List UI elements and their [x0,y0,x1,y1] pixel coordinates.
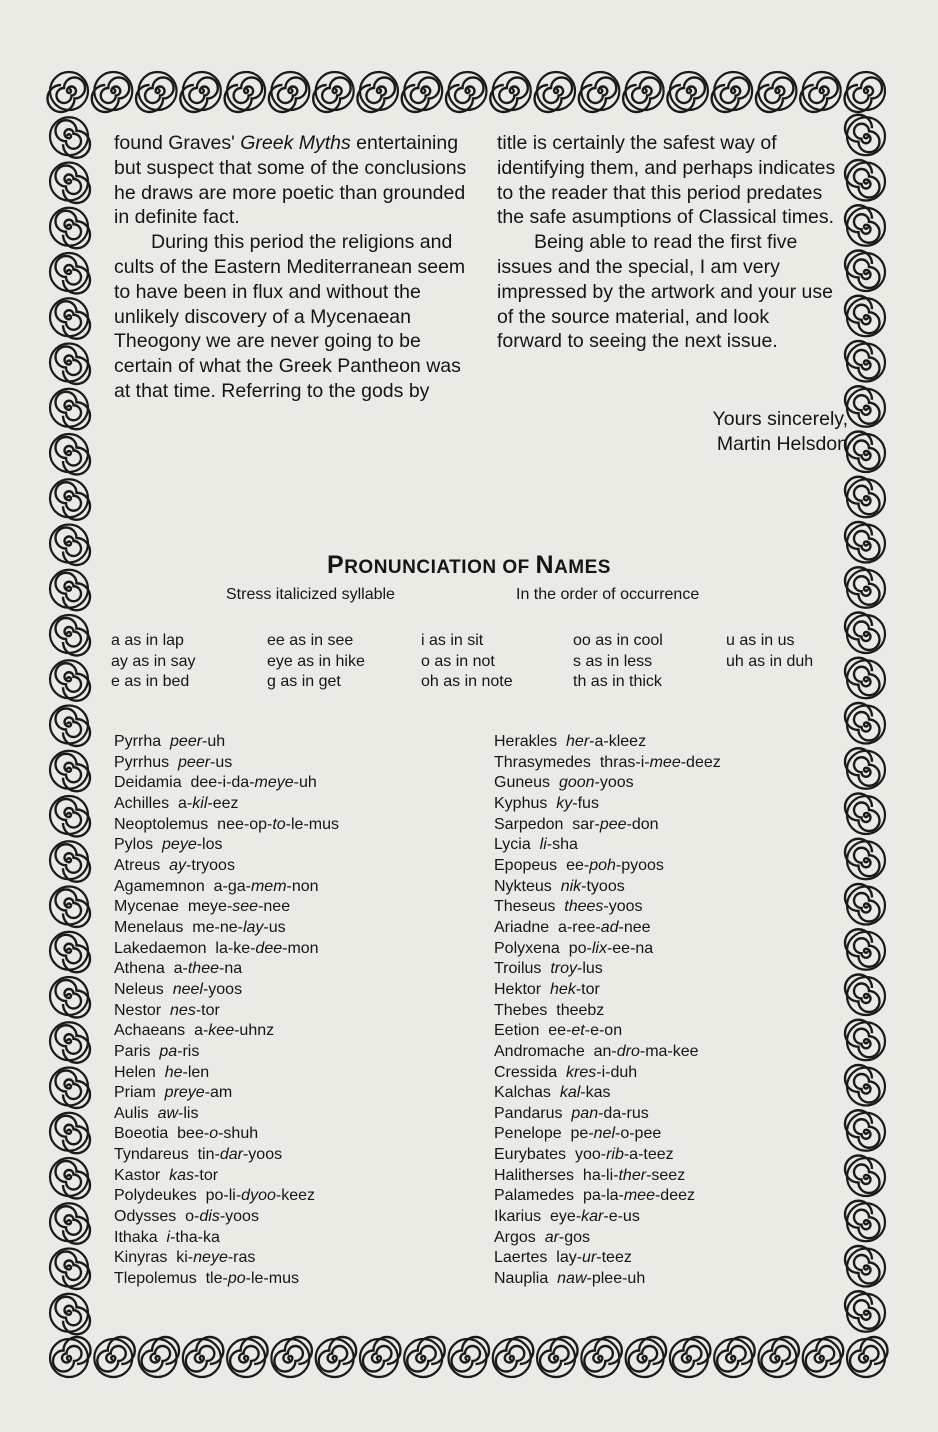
name-entry [114,877,339,898]
name: Sarpedon [494,815,573,833]
key-entry: i as in sit [421,632,484,649]
name-entry [494,1001,721,1022]
name-entry [114,1042,339,1063]
name-entry [114,753,339,774]
name-entry [114,918,339,939]
name: Priam [114,1084,165,1102]
key-entry: ee as in see [267,632,354,649]
name: Pyrrhus [114,753,179,771]
pronunciation: goon-yoos [558,774,634,792]
name: Polyxena [494,939,569,957]
name: Andromache [494,1042,594,1060]
name-entry [114,1145,339,1166]
pronunciation: ha-li-ther-seez [582,1166,686,1184]
pronunciation: theebz [556,1001,605,1019]
key-entry: uh as in duh [726,652,814,670]
name-entry [494,939,721,960]
pronunciation: po-lix-ee-na [568,939,654,957]
name: Neoptolemus [114,815,218,833]
name-entry [494,856,721,877]
name-entry [114,732,339,753]
name: Agamemnon [114,877,214,895]
name: Thebes [494,1001,557,1019]
name-entry [114,856,339,877]
subtitle-stress: Stress italicized syllable [226,586,395,603]
name-entry [114,939,339,960]
names-list-right [494,732,721,1290]
left-paragraph: found Graves' Greek Myths entertaining but suspect that some of the conclusions he draws are more poetic than grounded in definite fact. [114,132,467,229]
name-entry [114,1104,339,1125]
pronunciation: ar-gos [544,1228,591,1246]
pronunciation: an-dro-ma-kee [593,1042,699,1060]
name-entry [494,918,721,939]
key-column [573,631,663,693]
pronunciation: ky-fus [556,794,599,812]
letter-signoff [560,407,848,457]
name: Herakles [494,733,567,750]
name-entry [114,1248,339,1269]
pronunciation: ki-neye-ras [176,1249,256,1267]
pronunciation: lay-ur-teez [556,1249,632,1267]
pronunciation: tin-dar-yoos [197,1146,283,1164]
name-entry [494,835,721,856]
name-entry [114,835,339,856]
name: Kinyras [114,1249,177,1267]
name-entry [114,1166,339,1187]
pronunciation: thees-yoos [564,898,643,916]
pronunciation: a-kee-uhnz [194,1022,275,1040]
name-entry [494,897,721,918]
name-entry [494,959,721,980]
pronunciation: pa-ris [159,1042,200,1060]
name: Kastor [114,1166,170,1184]
name-entry [114,1207,339,1228]
pronunciation: ay-tryoos [169,856,235,874]
name: Penelope [494,1125,571,1143]
name-entry [494,1248,721,1269]
name: Troilus [494,960,551,978]
name: Helen [114,1063,165,1081]
name-entry [494,1207,721,1228]
pronunciation: tle-po-le-mus [205,1270,299,1288]
pronunciation: po-li-dyoo-keez [205,1187,315,1205]
key-entry: a as in lap [111,632,184,649]
signature: Martin Helsdon [716,432,848,455]
name: Theseus [494,898,565,916]
right-paragraph: Being able to read the first five issues and the special, I am very impressed by the artwork and your use of the source material, and look forward to seeing the next issue. [497,231,833,353]
name-entry [494,1063,721,1084]
closing-text: Yours sincerely, [712,408,848,430]
key-entry: s as in less [573,652,653,670]
pronunciation: bee-o-shuh [177,1125,259,1143]
pronunciation: ee-et-e-on [548,1022,623,1040]
key-entry: oo as in cool [573,632,663,649]
name: Eetion [494,1022,549,1040]
name: Neleus [114,980,173,998]
name-entry [494,1269,721,1290]
name-entry [494,877,721,898]
pronunciation: meye-see-nee [187,898,291,916]
name-entry [494,1104,721,1125]
name-entry [494,732,721,753]
name: Deidamia [114,774,191,792]
key-column [267,631,365,693]
key-entry: ay as in say [111,652,196,670]
pronunciation: li-sha [539,836,578,854]
name: Lakedaemon [114,939,216,957]
name: Palamedes [494,1187,583,1205]
key-column [726,631,813,672]
pronunciation: preye-am [164,1084,233,1102]
pronunciation: nik-tyoos [560,877,625,895]
name-entry [114,1021,339,1042]
name: Nauplia [494,1270,558,1288]
name-entry [114,897,339,918]
letter-left-column [114,131,472,404]
name: Lycia [494,836,540,854]
name: Cressida [494,1063,567,1081]
name-entry [494,753,721,774]
name: Atreus [114,856,170,874]
section-title: PRONUNCIATION OF NAMES [327,551,611,579]
pronunciation: eye-kar-e-us [550,1208,640,1226]
name-entry [494,1166,721,1187]
name: Halitherses [494,1166,583,1184]
name-entry [494,1021,721,1042]
pronunciation: pa-la-mee-deez [582,1187,695,1205]
pronunciation: dee-i-da-meye-uh [190,774,317,792]
key-entry: eye as in hike [267,652,365,670]
name: Ikarius [494,1208,551,1226]
name-entry [114,1228,339,1249]
name: Pandarus [494,1104,572,1122]
pronunciation: ee-poh-pyoos [566,856,664,874]
name: Thrasymedes [494,753,600,771]
name-entry [494,1042,721,1063]
pronunciation: nes-tor [170,1001,220,1019]
name-entry [114,815,339,836]
name: Achilles [114,794,179,812]
name-entry [494,1145,721,1166]
name-entry [114,980,339,1001]
name-entry [114,959,339,980]
pronunciation: peer-us [178,753,233,771]
name: Boeotia [114,1125,178,1143]
left-paragraph: During this period the religions and cults of the Eastern Mediterranean seem to have been in flux and without the unlikely discovery of a Mycenaean Theogony we are never going to be certain of what the Greek Pantheon was at that time. Referring to the gods by [114,231,466,402]
name-entry [494,1124,721,1145]
name: Odysses [114,1208,186,1226]
name-entry [114,1269,339,1290]
pronunciation: me-ne-lay-us [192,918,286,936]
pronunciation: a-ga-mem-non [213,877,319,895]
name: Achaeans [114,1022,195,1040]
name-entry [494,1186,721,1207]
name-entry [494,980,721,1001]
pronunciation: kres-i-duh [566,1063,638,1081]
name-entry [114,1083,339,1104]
name: Polydeukes [114,1187,206,1205]
key-column [111,631,195,693]
name: Hektor [494,980,551,998]
subtitle-order: In the order of occurrence [516,586,700,603]
pronunciation: la-ke-dee-mon [215,939,319,957]
pronunciation: i-tha-ka [166,1228,220,1246]
key-entry: u as in us [726,632,795,649]
pronunciation: a-ree-ad-nee [558,918,651,936]
name-entry [494,1083,721,1104]
name-entry [114,1186,339,1207]
key-column [421,631,513,693]
key-entry: th as in thick [573,673,662,690]
name-entry [494,1228,721,1249]
name: Mycenae [114,898,188,916]
name-entry [494,773,721,794]
key-entry: e as in bed [111,673,190,690]
pronunciation: naw-plee-uh [557,1270,646,1288]
name: Ariadne [494,918,559,936]
pronunciation: sar-pee-don [572,815,659,833]
pronunciation: kal-kas [559,1084,611,1102]
pronunciation: hek-tor [550,980,600,998]
name-entry [114,794,339,815]
pronunciation: peye-los [162,836,223,854]
pronunciation: a-kil-eez [178,794,239,812]
name: Paris [114,1042,160,1060]
name: Eurybates [494,1146,575,1164]
name: Pylos [114,836,163,854]
pronunciation: peer-uh [170,733,226,750]
name: Ithaka [114,1228,167,1246]
name: Laertes [494,1249,557,1267]
name: Nykteus [494,877,561,895]
names-list-left [114,732,339,1290]
pronunciation: o-dis-yoos [185,1208,259,1226]
pronunciation: a-thee-na [173,960,243,978]
pronunciation: her-a-kleez [566,733,647,750]
pronunciation: nee-op-to-le-mus [217,815,340,833]
name: Menelaus [114,918,193,936]
name: Kalchas [494,1084,560,1102]
name: Tlepolemus [114,1270,206,1288]
name-entry [114,1063,339,1084]
key-entry: oh as in note [421,673,513,690]
name-entry [114,773,339,794]
right-paragraph: title is certainly the safest way of identifying them, and perhaps indicates to the reader that this period predates the safe asumptions of Classical times. [497,132,836,229]
name: Kyphus [494,794,557,812]
pronunciation: he-len [164,1063,210,1081]
name-entry [494,794,721,815]
pronunciation: pe-nel-o-pee [570,1125,662,1143]
letter-right-column [497,131,837,354]
pronunciation: pan-da-rus [571,1104,649,1122]
pronunciation: yoo-rib-a-teez [574,1146,674,1164]
pronunciation: thras-i-mee-deez [599,753,721,771]
key-entry: g as in get [267,673,341,690]
name: Nestor [114,1001,171,1019]
name: Pyrrha [114,733,171,750]
name: Tyndareus [114,1146,198,1164]
pronunciation: aw-lis [157,1104,199,1122]
pronunciation: troy-lus [550,960,603,978]
name-entry [494,815,721,836]
pronunciation: kas-tor [169,1166,219,1184]
name: Guneus [494,774,559,792]
key-entry: o as in not [421,652,495,670]
name-entry [114,1001,339,1022]
name: Argos [494,1228,545,1246]
name: Aulis [114,1104,158,1122]
name: Athena [114,960,174,978]
name: Epopeus [494,856,567,874]
pronunciation: neel-yoos [172,980,243,998]
name-entry [114,1124,339,1145]
